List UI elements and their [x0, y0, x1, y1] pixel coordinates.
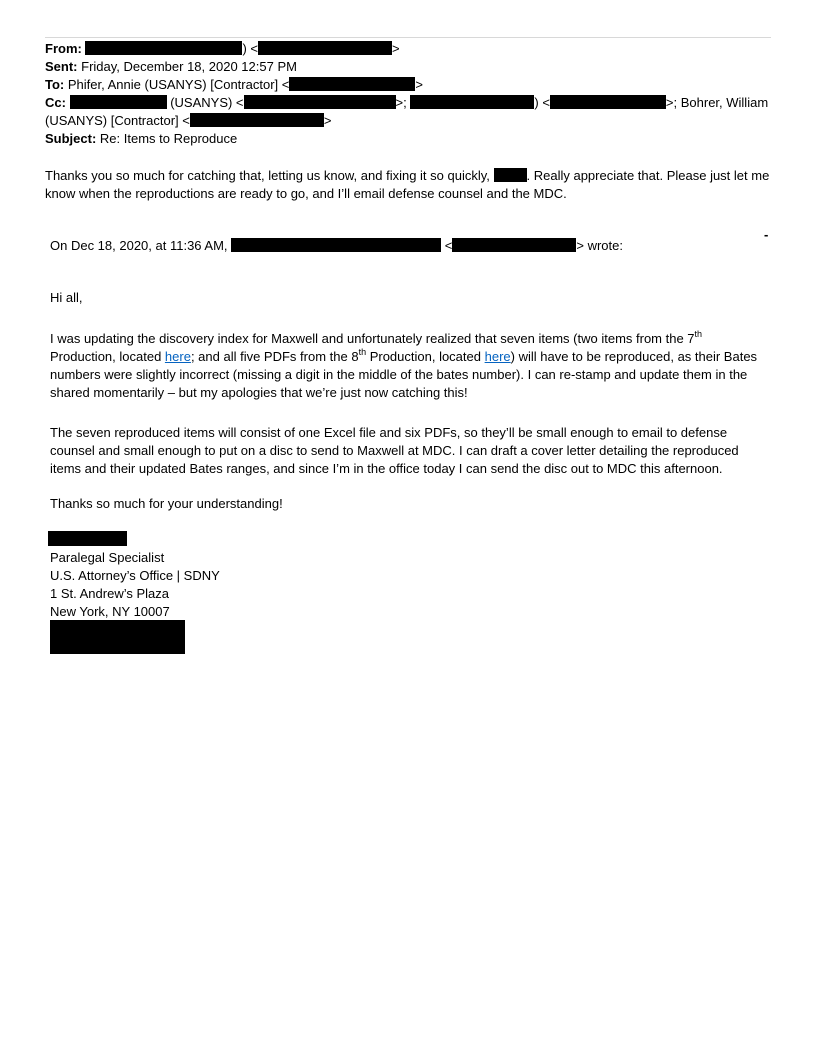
- redaction-box: [452, 238, 576, 252]
- from-line: [45, 40, 771, 58]
- redaction-box: [258, 41, 392, 55]
- redaction-box: [289, 77, 415, 91]
- sent-label: Sent:: [45, 59, 78, 74]
- signature-office: U.S. Attorney’s Office | SDNY: [50, 568, 220, 583]
- subject-label: Subject:: [45, 131, 97, 146]
- cc-label: Cc:: [45, 95, 66, 110]
- from-gt: >: [392, 41, 400, 56]
- subject-line: [45, 130, 771, 148]
- superscript: th: [694, 329, 703, 339]
- redaction-box: [48, 531, 127, 546]
- production-7-link[interactable]: here: [164, 349, 191, 364]
- email-header: [45, 40, 771, 148]
- quote-paragraph-1: [50, 330, 770, 402]
- redaction-box: [494, 168, 527, 182]
- sent-value: Friday, December 18, 2020 12:57 PM: [81, 59, 297, 74]
- from-tail: ) <: [242, 41, 259, 56]
- cc-part2: >;: [395, 95, 407, 110]
- quote-paragraph-3: Thanks so much for your understanding!: [50, 496, 283, 511]
- quote-p1-text: ) will have to be reproduced, as their Bates numbers were slightly incorrect (missing a digit in the middle of the bates number). I can re-stamp and update them in the shared momentarily – but my apologies that we’re just now catching this!: [50, 349, 758, 400]
- production-8-link[interactable]: here: [484, 349, 511, 364]
- cc-part4: >; Bohrer, William (USANYS) [Contractor] <: [45, 95, 769, 128]
- signature-address-2: New York, NY 10007: [50, 604, 170, 619]
- redaction-box: [244, 95, 396, 109]
- superscript: th: [358, 347, 367, 357]
- to-label: To:: [45, 77, 65, 92]
- cc-part3: ) <: [534, 95, 550, 110]
- redaction-box: [550, 95, 666, 109]
- redaction-box: [231, 238, 441, 252]
- quote-intro-before: On Dec 18, 2020, at 11:36 AM,: [50, 238, 228, 253]
- redaction-box: [85, 41, 242, 55]
- signature-title: Paralegal Specialist: [50, 550, 165, 565]
- redaction-box: [50, 620, 185, 654]
- quote-intro-after: > wrote:: [576, 238, 623, 253]
- cc-gt: >: [323, 113, 332, 128]
- to-gt: >: [415, 77, 423, 92]
- quote-p1-text: Production, located: [366, 349, 485, 364]
- dash-marker: -: [764, 227, 769, 242]
- signature-block: [50, 549, 770, 621]
- redaction-box: [70, 95, 167, 109]
- redaction-box: [410, 95, 534, 109]
- quote-intro-lt: <: [444, 238, 453, 253]
- to-value: Phifer, Annie (USANYS) [Contractor] <: [67, 77, 290, 92]
- cc-part1: (USANYS) <: [170, 95, 244, 110]
- to-line: [45, 76, 771, 94]
- quote-paragraph-2: The seven reproduced items will consist of one Excel file and six PDFs, so they’ll be small enough to email to defense counsel and small enough to put on a disc to send to Maxwell at MDC. I can draft a cover letter detailing the reproduced items and their updated Bates ranges, and since I’m in the office today I can send the disc out to MDC this afternoon.: [50, 425, 739, 476]
- signature-address-1: 1 St. Andrew’s Plaza: [50, 586, 169, 601]
- reply-text-before: Thanks you so much for catching that, letting us know, and fixing it so quickly,: [45, 168, 490, 183]
- sent-line: [45, 58, 771, 76]
- quote-greeting: Hi all,: [50, 290, 83, 305]
- quote-intro: [50, 237, 770, 255]
- reply-body: [45, 167, 771, 203]
- quote-p1-text: ; and all five PDFs from the 8: [190, 349, 359, 364]
- subject-value: Re: Items to Reproduce: [99, 131, 238, 146]
- reply-text-after: . Really appreciate that. Please just let me know when the reproductions are ready to go, and I’ll email defense counsel and the MDC.: [45, 168, 770, 201]
- from-label: From:: [45, 41, 82, 56]
- redaction-box: [190, 113, 324, 127]
- quote-p1-text: I was updating the discovery index for Maxwell and unfortunately realized that seven items (two items from the 7: [50, 331, 695, 346]
- cc-line: [45, 94, 771, 130]
- quote-p1-text: Production, located: [50, 349, 165, 364]
- header-divider: [45, 37, 771, 38]
